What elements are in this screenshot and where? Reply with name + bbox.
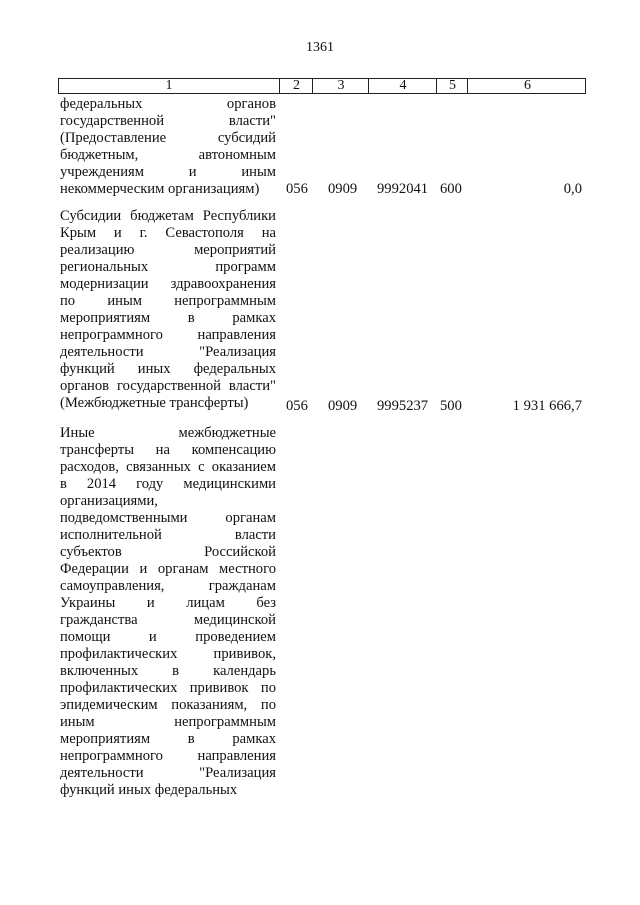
- row-3-line: функций иных федеральных: [60, 782, 238, 798]
- row-3-line: помощи и проведением: [60, 629, 276, 645]
- row-2-type: 500: [440, 398, 462, 414]
- col-header-2: 2: [279, 79, 313, 93]
- row-2-line: органов государственной власти": [60, 378, 276, 394]
- row-1-target: 9992041: [377, 181, 429, 197]
- row-2-line: функций иных федеральных: [60, 361, 276, 377]
- row-2-target: 9995237: [377, 398, 429, 414]
- row-2-line: региональных программ: [60, 259, 276, 275]
- row-3-line: профилактических прививок,: [60, 646, 276, 662]
- row-3-line: исполнительной власти: [60, 527, 276, 543]
- row-1-line: учреждениям и иным: [60, 164, 276, 180]
- row-2-line: Субсидии бюджетам Республики: [60, 208, 276, 224]
- row-2-amount: 1 931 666,7: [512, 398, 582, 414]
- row-3-line: трансферты на компенсацию: [60, 442, 276, 458]
- row-3-line: подведомственными органам: [60, 510, 276, 526]
- row-1-line: некоммерческим организациям): [60, 181, 260, 197]
- row-3-line: деятельности "Реализация: [60, 765, 276, 781]
- row-1-line: государственной власти": [60, 113, 276, 129]
- col-header-3: 3: [312, 79, 369, 93]
- row-3-line: организациями,: [60, 493, 158, 509]
- row-2-line: реализацию мероприятий: [60, 242, 276, 258]
- row-1-line: бюджетным, автономным: [60, 147, 276, 163]
- row-1-type: 600: [440, 181, 462, 197]
- row-3-line: иным непрограммным: [60, 714, 276, 730]
- row-3-line: профилактических прививок по: [60, 680, 276, 696]
- row-3-line: мероприятиям в рамках: [60, 731, 276, 747]
- row-3-line: самоуправления, гражданам: [60, 578, 276, 594]
- row-2-line: непрограммного направления: [60, 327, 276, 343]
- row-2-line: Крым и г. Севастополя на: [60, 225, 276, 241]
- row-3-line: непрограммного направления: [60, 748, 276, 764]
- row-3-line: гражданства медицинской: [60, 612, 276, 628]
- col-header-1: 1: [165, 78, 173, 93]
- page-number: 1361: [306, 40, 334, 55]
- row-2-line: модернизации здравоохранения: [60, 276, 276, 292]
- row-1-amount: 0,0: [563, 181, 582, 197]
- row-1-section: 0909: [328, 181, 358, 197]
- row-2-ministry: 056: [286, 398, 308, 414]
- row-2-line: деятельности "Реализация: [60, 344, 276, 360]
- row-1-line: (Предоставление субсидий: [60, 130, 276, 146]
- row-2-line: мероприятиям в рамках: [60, 310, 276, 326]
- row-3-line: Украины и лицам без: [60, 595, 276, 611]
- row-3-description: [60, 425, 276, 799]
- row-3-line: субъектов Российской: [60, 544, 276, 560]
- row-1-line: федеральных органов: [60, 96, 276, 112]
- row-2-description: [60, 208, 276, 412]
- row-3-line: расходов, связанных с оказанием: [60, 459, 276, 475]
- row-3-line: Иные межбюджетные: [60, 425, 276, 441]
- row-3-line: включенных в календарь: [60, 663, 276, 679]
- table-header: [58, 78, 586, 94]
- row-2-line: по иным непрограммным: [60, 293, 276, 309]
- row-3-line: эпидемическим показаниям, по: [60, 697, 276, 713]
- row-3-line: в 2014 году медицинскими: [60, 476, 276, 492]
- row-3-line: Федерации и органам местного: [60, 561, 276, 577]
- row-1-ministry: 056: [286, 181, 308, 197]
- col-header-4: 4: [368, 79, 437, 93]
- col-header-6: 6: [467, 79, 587, 93]
- col-header-5: 5: [436, 79, 468, 93]
- row-1-description: [60, 96, 276, 198]
- row-2-section: 0909: [328, 398, 358, 414]
- row-2-line: (Межбюджетные трансферты): [60, 395, 249, 411]
